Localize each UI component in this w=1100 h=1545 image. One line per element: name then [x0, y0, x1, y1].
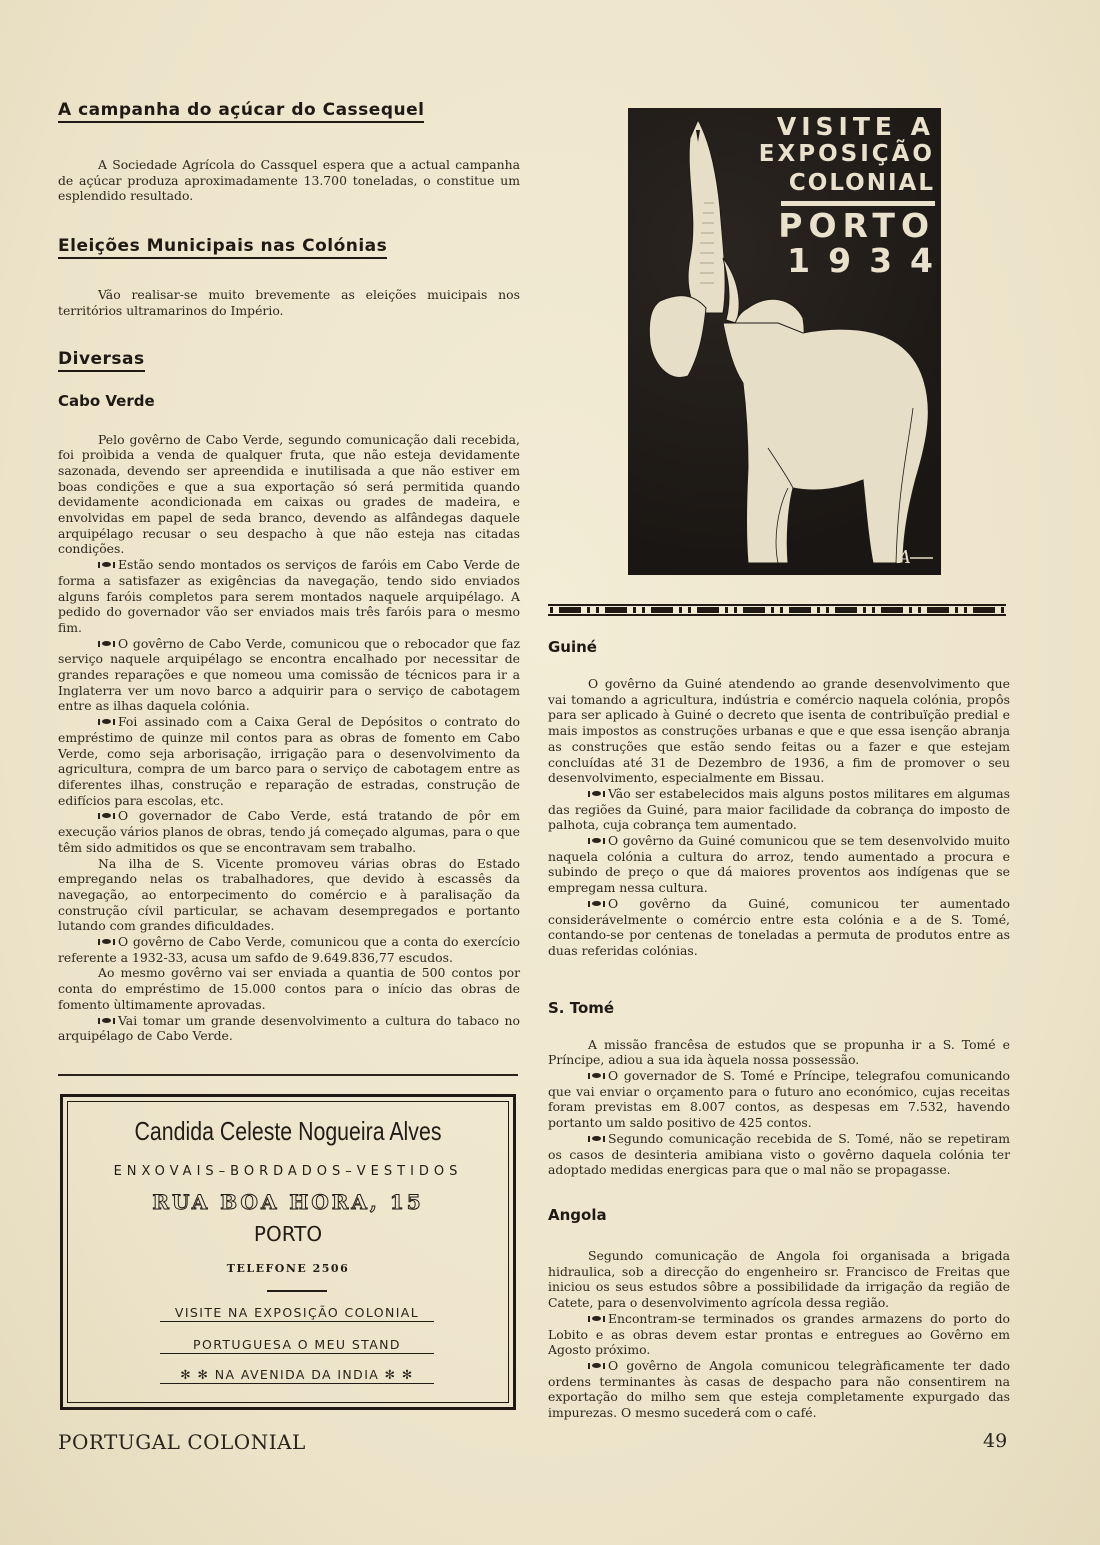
artist-signature: A: [898, 547, 911, 568]
paragraph-text: O govêrno de Cabo Verde, comunicou que o rebocador que faz serviço naquele arquipélago se encontra encalhado por necessitar de grandes reparações e que nomeou uma comissão de técnicos para ir a Inglaterra ver um novo barco a adquirir para o serviço de cabotagem entre as ilhas daquela colónia.: [58, 635, 520, 714]
article-paragraph: [548, 833, 1010, 896]
paragraph-text: Ao mesmo govêrno vai ser enviada a quantia de 500 contos por conta do empréstimo de 15.000 contos para o início das obras de fomento ùltimamente aprovadas.: [58, 965, 520, 1012]
advertisement-box: [60, 1094, 516, 1410]
article-paragraph: [58, 808, 520, 855]
pointing-hand-bullet-icon: [588, 790, 606, 797]
section-title-diversas: Diversas: [58, 349, 145, 372]
pointing-hand-bullet-icon: [98, 1017, 116, 1024]
sugar-text: A Sociedade Agrícola do Cassquel espera que a actual campanha de açúcar produza aproximadamente 13.700 toneladas, o constitue um esplendido resultado.: [58, 157, 520, 204]
article-paragraph: [58, 965, 520, 1012]
paragraph-text: O govêrno da Guiné comunicou que se tem desenvolvido muito naquela colónia a cultura do arroz, tendo aumentado a procura e subindo de preço o que dá maiores proventos aos indígenas que se empregam nessa cultura.: [548, 833, 1010, 896]
pointing-hand-bullet-icon: [588, 837, 606, 844]
pointing-hand-bullet-icon: [98, 718, 116, 725]
article-paragraph: [58, 636, 520, 715]
paragraph-text: Na ilha de S. Vicente promoveu várias obras do Estado empregando nelas os trabalhadores, que devido à escassês da navegação, ao entorpecimento do comércio e à paralisação da construção cívil particular, se achavam desempregados e portanto lutando com grandes dificuldades.: [58, 855, 520, 934]
subsection-title-cabo-verde: Cabo Verde: [58, 391, 155, 410]
article-paragraph: [548, 896, 1010, 959]
elephant-trunk: [688, 120, 725, 313]
section-title-elections: Eleições Municipais nas Colónias: [58, 236, 387, 259]
article-paragraph: [548, 676, 1010, 786]
paragraph-text: A missão francêsa de estudos que se propunha ir a S. Tomé e Príncipe, adiou a sua ida àquela nossa possessão.: [548, 1036, 1010, 1068]
advertisement-line-3: ✻ ✻ NA AVENIDA DA INDIA ✻ ✻: [160, 1367, 434, 1384]
article-paragraph: [548, 1358, 1010, 1421]
poster-line-visite: VISITE A: [776, 112, 935, 141]
paragraph-text: O governador de Cabo Verde, está tratando de pôr em execução vários planos de obras, tendo já começado algumas, para o que têm sido admitidos os que se encontravam sem trabalho.: [58, 808, 520, 855]
paragraph-text: Encontram-se terminados os grandes armazens do porto do Lobito e as obras devem estar prontas e entregues ao Govêrno em Agosto próximo.: [548, 1310, 1010, 1358]
paragraph-text: O governador de S. Tomé e Príncipe, telegrafou comunicando que vai enviar o orçamento para o futuro ano económico, cujas receitas foram previstas em 8.007 contos, as despesas em 7.532, havendo portanto um saldo positivo de 425 contos.: [548, 1068, 1010, 1131]
paragraph-text: Vai tomar um grande desenvolvimento a cultura do tabaco no arquipélago de Cabo Verde.: [58, 1012, 520, 1044]
article-paragraph: [58, 557, 520, 636]
subsection-title-s-tome: S. Tomé: [548, 998, 615, 1017]
article-paragraph: [548, 1131, 1010, 1178]
s-tome-paragraphs: [548, 1037, 1010, 1178]
poster-line-colonial: COLONIAL: [788, 170, 935, 196]
advertiser-phone: TELEFONE 2506: [226, 1262, 350, 1275]
advertisement-line-1: VISITE NA EXPOSIÇÃO COLONIAL: [160, 1305, 434, 1322]
advertiser-trades: ENXOVAIS–BORDADOS–VESTIDOS: [113, 1164, 463, 1179]
pointing-hand-bullet-icon: [98, 640, 116, 647]
paragraph-text: O govêrno da Guiné, comunicou ter aumentado considerávelmente o comércio entre esta colónia e a de S. Tomé, contando-se por centenas de toneladas a permuta de produtos entre as duas referidas colónias.: [548, 895, 1010, 958]
article-paragraph: [548, 1248, 1010, 1311]
pointing-hand-bullet-icon: [588, 1362, 606, 1369]
advertisement-separator: [267, 1290, 327, 1292]
advertisement-line-2: PORTUGUESA O MEU STAND: [160, 1337, 434, 1354]
poster-line-porto: PORTO: [778, 206, 935, 245]
poster-line-year: 1934: [787, 241, 951, 280]
article-paragraph: [548, 1037, 1010, 1068]
pointing-hand-bullet-icon: [98, 561, 116, 568]
article-paragraph: [548, 1311, 1010, 1358]
pointing-hand-bullet-icon: [98, 812, 116, 819]
subsection-cabo-verde: [58, 392, 520, 1044]
paragraph-text: Segundo comunicação de Angola foi organisada a brigada hidraulica, sob a direcção do engenheiro sr. Francisco de Freitas que iniciou os seus estudos sôbre a possibilidade da irrigação da região de Catete, para o desenvolvimento agrícola dessa região.: [548, 1247, 1010, 1311]
article-paragraph: [58, 856, 520, 935]
article-paragraph: [548, 1068, 1010, 1131]
advertisement-top-rule: [58, 1074, 518, 1076]
paragraph-text: Pelo govêrno de Cabo Verde, segundo comunicação dali recebida, foi proìbida a venda de qualquer fruta, que não esteja devidamente sazonada, devendo ser apreendida e inutilisada a que não estiver em boas condições e que a sua exportação só será permitida quando devidamente acondicionada em caixas ou grades de madeira, e envolvidas em papel de seda branco, devendo as alfândegas daquele arquipélago recusar o seu despacho à que não esteja nas citadas condições.: [58, 431, 520, 557]
paragraph-text: Vão ser estabelecidos mais alguns postos militares em algumas das regiões da Guiné, para maior facilidade da cobrança do imposto de palhota, cuja cobrança tem aumentado.: [548, 785, 1010, 833]
paragraph-text: Estão sendo montados os serviços de faróis em Cabo Verde de forma a satisfazer as exigências da navegação, tendo sido enviados alguns faróis completos para serem montados naquele arquipélago. A pedido do governador vão ser enviados mais três faróis para o mesmo fim.: [58, 557, 520, 635]
pointing-hand-bullet-icon: [588, 1072, 606, 1079]
section-title-sugar: A campanha do açúcar do Cassequel: [58, 100, 424, 123]
subsection-title-guine: Guiné: [548, 638, 597, 656]
pointing-hand-bullet-icon: [98, 938, 116, 945]
guine-paragraphs: [548, 676, 1010, 959]
poster-line-exposicao: EXPOSIÇÃO: [758, 141, 935, 167]
article-paragraph: [58, 1013, 520, 1044]
advertiser-city: PORTO: [253, 1222, 323, 1246]
elephant-ear-left: [649, 296, 706, 378]
page-number: 49: [983, 1430, 1008, 1452]
publication-title: PORTUGAL COLONIAL: [58, 1430, 306, 1454]
paragraph-text: Segundo comunicação recebida de S. Tomé, não se repetiram os casos de desinteria amibiana visto o govêrno daquela colónia ter adoptado medidas energicas para que o mal não se propagasse.: [548, 1130, 1010, 1178]
article-paragraph: [548, 786, 1010, 833]
article-paragraph: [58, 714, 520, 808]
paragraph-text: O govêrno da Guiné atendendo ao grande desenvolvimento que vai tomando a agricultura, indústria e comércio naquela colónia, propôs para ser aplicado à Guiné o decreto que isenta de contribuïção predial e mais impostos as construções urbanas e que e que essa isenção abranja as construções que estão sendo feitas ou a fazer e que estejam concluídas até 31 de Dezembro de 1936, a fim de promover o seu desenvolvimento, especialmente em Bissau.: [548, 676, 1010, 786]
cabo-verde-paragraphs: [58, 432, 520, 1044]
pointing-hand-bullet-icon: [588, 900, 606, 907]
advertiser-address: RUA BOA HORA, 15: [152, 1190, 424, 1214]
exposition-poster: [628, 108, 951, 575]
advertiser-name: Candida Celeste Nogueira Alves: [134, 1116, 442, 1146]
subsection-title-angola: Angola: [548, 1205, 607, 1224]
article-paragraph: [58, 934, 520, 965]
elections-text: Vão realisar-se muito brevemente as eleições muicipais nos territórios ultramarinos do Império.: [58, 287, 520, 318]
angola-paragraphs: [548, 1248, 1010, 1421]
pointing-hand-bullet-icon: [588, 1135, 606, 1142]
pointing-hand-bullet-icon: [588, 1315, 606, 1322]
right-column: [548, 600, 1010, 1421]
paragraph-text: O govêrno de Angola comunicou telegràficamente ter dado ordens terminantes às casas de despacho para não consentirem na exportação do milho sem que esteja completamente expurgado das impurezas. O mesmo sucederá com o café.: [548, 1357, 1010, 1421]
paragraph-text: O govêrno de Cabo Verde, comunicou que a conta do exercício referente a 1932-33, acusa um safdo de 9.649.836,77 escudos.: [58, 934, 520, 965]
paragraph-text: Foi assinado com a Caixa Geral de Depósitos o contrato do empréstimo de quinze mil contos para as obras de fomento em Cabo Verde, como seja arborisação, irrigação para o desenvolvimento da agricultura, compra de um barco para o serviço de cabotagem entre as diferentes ilhas, construção e reparação de estradas, construção de edifícios para escolas, etc.: [58, 714, 520, 808]
article-paragraph: [58, 432, 520, 558]
left-column: [58, 100, 520, 1044]
